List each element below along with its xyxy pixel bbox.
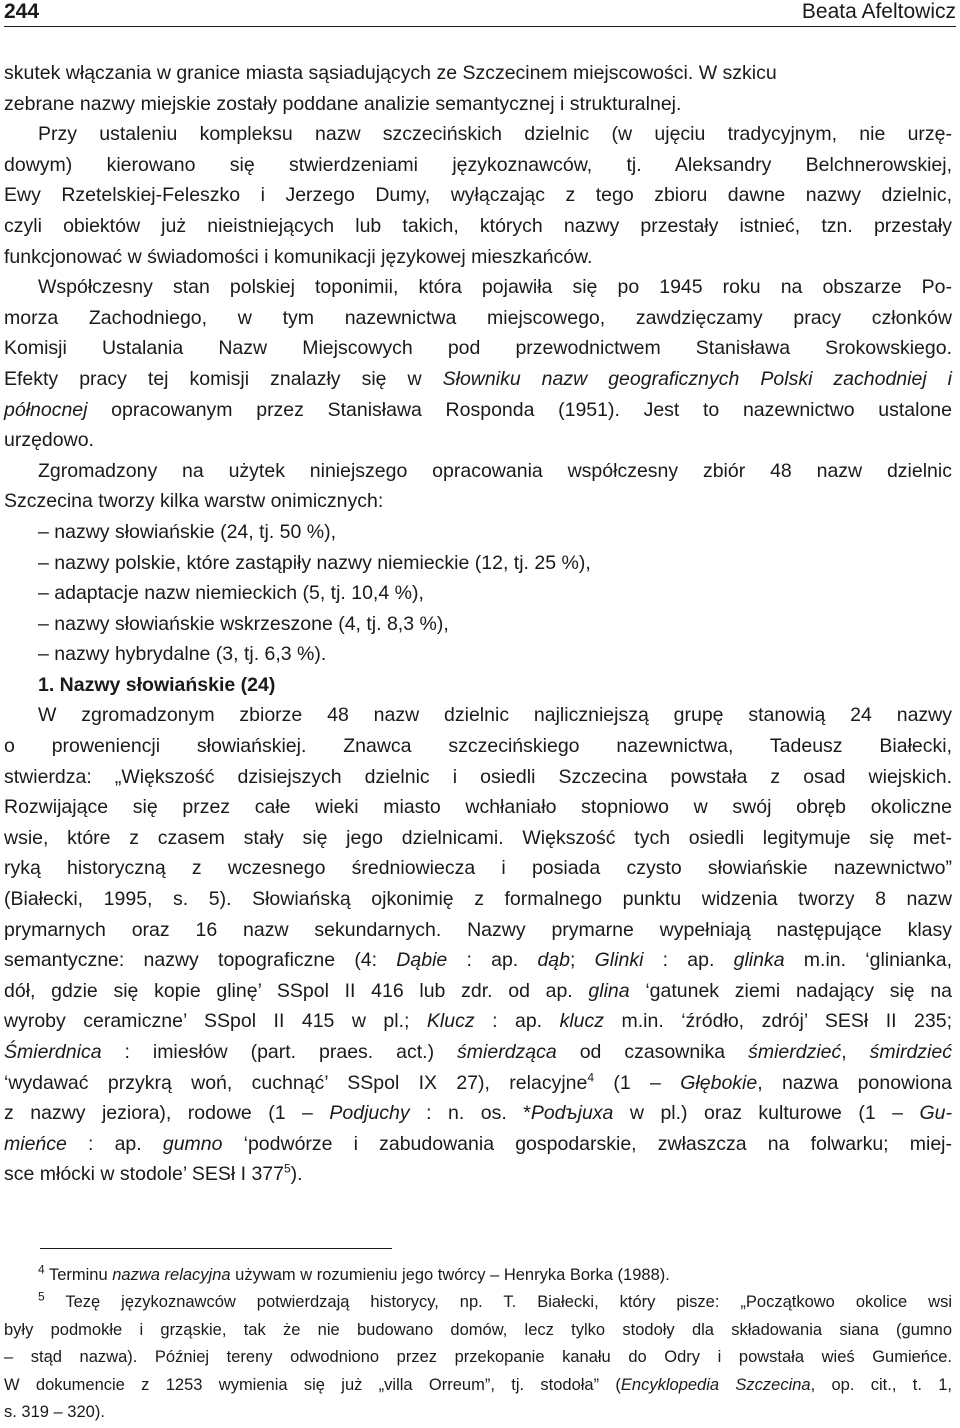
running-header [4, 0, 956, 27]
text-line: stwierdza: „Większość dzisiejszych dzielnic i osiedli Szczecina powstała z osad wiejskich. [4, 765, 952, 788]
text-line: Zgromadzony na użytek niniejszego opracowania współczesny zbiór 48 nazw dzielnic [38, 459, 952, 482]
text-line: sce młócki w stodole’ SESł I $377^5$). [4, 1161, 303, 1186]
footnote-line: – stąd nazwa). Później tereny odwodniono przez przekopanie kanału do Odry i powstała wieś Gumieńce. [4, 1348, 952, 1367]
running-header-author: Beata Afeltowicz [801, 0, 956, 23]
text-line: Efekty pracy tej komisji znalazły się w Słowniku nazw geograficznych Polski zachodniej i [4, 367, 953, 390]
footnote-line: $^4$ Terminu nazwa relacyjna używam w rozumieniu jego twórcy – Henryka Borka (1988). [38, 1262, 670, 1284]
text-line: skutek włączania w granice miasta sąsiadujących ze Szczecinem miejscowości. W szkicu [4, 62, 777, 84]
footnote-line: W dokumencie z 1253 wymienia się już „villa Orreum”, tj. stodoła” (Encyklopedia Szczecina, op. cit., t. 1, [4, 1375, 952, 1394]
footnote-separator [40, 1248, 392, 1249]
main-text [4, 58, 952, 1190]
text-line: – nazwy słowiańskie wskrzeszone (4, tj. 8,3 %), [38, 612, 449, 635]
text-line: prymarnych oraz 16 nazw sekundarnych. Nazwy prymarne wypełniają następujące klasy [4, 918, 952, 941]
text-line: mieńce : ap. gumno ‘podwórze i zabudowania gospodarskie, zwłaszcza na folwarku; miej- [4, 1132, 952, 1155]
text-line: Ewy Rzetelskiej-Feleszko i Jerzego Dumy, wyłączając z tego zbioru dawne nazwy dzielnic, [4, 184, 952, 207]
text-line: Współczesny stan polskiej toponimii, która pojawiła się po 1945 roku na obszarze Po- [38, 276, 952, 299]
text-line: Przy ustaleniu kompleksu nazw szczecińskich dzielnic (w ujęciu tradycyjnym, nie urzę- [38, 123, 952, 146]
text-line: o proweniencji słowiańskiej. Znawca szczecińskiego nazewnictwa, Tadeusz Białecki, [4, 735, 952, 758]
text-line: dół, gdzie się kopie glinę’ SSpol II 416 lub zdr. od ap. glina ‘gatunek ziemi nadający się na [4, 979, 953, 1002]
text-line: urzędowo. [4, 429, 94, 452]
footnote-line: $^5$ Tezę językoznawców potwierdzają historycy, np. T. Białecki, który pisze: „Początkowo okolice wsi [38, 1289, 952, 1312]
text-line: ‘wydawać przykrą woń, cuchnąć’ SSpol IX 27), relacyjne$^4$ (1 – Głębokie, nazwa ponowiona [4, 1070, 953, 1094]
text-line: (Białecki, 1995, s. 5). Słowiańską ojkonimię z formalnego punktu widzenia tworzy 8 nazw [4, 888, 952, 911]
text-line: semantyczne: nazwy topograficzne (4: Dąbie : ap. dąb; Glinki : ap. glinka m.in. ‘glinianka, [4, 949, 952, 972]
text-line: – nazwy słowiańskie (24, tj. 50 %), [38, 520, 337, 543]
text-line: wyroby ceramiczne’ SSpol II 415 w pl.; Klucz : ap. klucz m.in. ‘źródło, zdrój’ SESł II 235; [4, 1010, 953, 1033]
text-line: – nazwy polskie, które zastąpiły nazwy niemieckie (12, tj. 25 %), [38, 551, 591, 574]
text-line: W zgromadzonym zbiorze 48 nazw dzielnic najliczniejszą grupę stanowią 24 nazwy [38, 704, 952, 727]
text-line: wsie, które z czasem stały się jego dzielnicami. Większość tych osiedli legitymuje się met- [4, 826, 952, 849]
text-line: funkcjonować w świadomości i komunikacji językowej mieszkańców. [4, 245, 593, 268]
footnote-line: były podmokłe i grząskie, tak że nie budowano domów, lecz tylko stodoły dla składowania siana (gumno [4, 1320, 952, 1339]
text-line: czyli obiektów już nieistniejących lub takich, których nazwy przestały istnieć, tzn. przestały [4, 214, 952, 237]
text-line: Rozwijające się przez całe wieki miasto wchłaniało stopniowo w swój obręb okoliczne [4, 796, 952, 819]
text-line: północnej opracowanym przez Stanisława Rosponda (1951). Jest to nazewnictwo ustalone [4, 398, 952, 421]
text-line: z nazwy jeziora), rodowe (1 – Podjuchy : n. os. *Podъjuxa w pl.) oraz kulturowe (1 – Gu- [4, 1102, 953, 1125]
footnote-line: s. 319 – 320). [4, 1402, 105, 1421]
text-line: ryką historyczną z wczesnego średniowiecza i posiada czysto słowiańskie nazewnictwo” [4, 857, 952, 880]
text-line: zebrane nazwy miejskie zostały poddane analizie semantycznej i strukturalnej. [4, 92, 682, 115]
footnotes [4, 1262, 952, 1426]
text-line: dowym) kierowano się stwierdzeniami językoznawców, tj. Aleksandry Belchnerowskiej, [4, 153, 952, 176]
text-line: Komisji Ustalania Nazw Miejscowych pod przewodnictwem Stanisława Srokowskiego. [4, 337, 952, 360]
text-line: Śmierdnica : imiesłów (part. praes. act.) śmierdząca od czasownika śmierdzieć, śmirdzieć [4, 1041, 952, 1063]
text-line: – nazwy hybrydalne (3, tj. 6,3 %). [38, 643, 327, 666]
text-line: 1. Nazwy słowiańskie (24) [38, 673, 276, 696]
text-line: Szczecina tworzy kilka warstw onimicznych: [4, 490, 384, 513]
text-line: – adaptacje nazw niemieckich (5, tj. 10,4 %), [38, 582, 424, 605]
text-line: morza Zachodniego, w tym nazewnictwa miejscowego, zawdzięczamy pracy członków [4, 306, 952, 329]
page-number: 244 [4, 0, 40, 23]
